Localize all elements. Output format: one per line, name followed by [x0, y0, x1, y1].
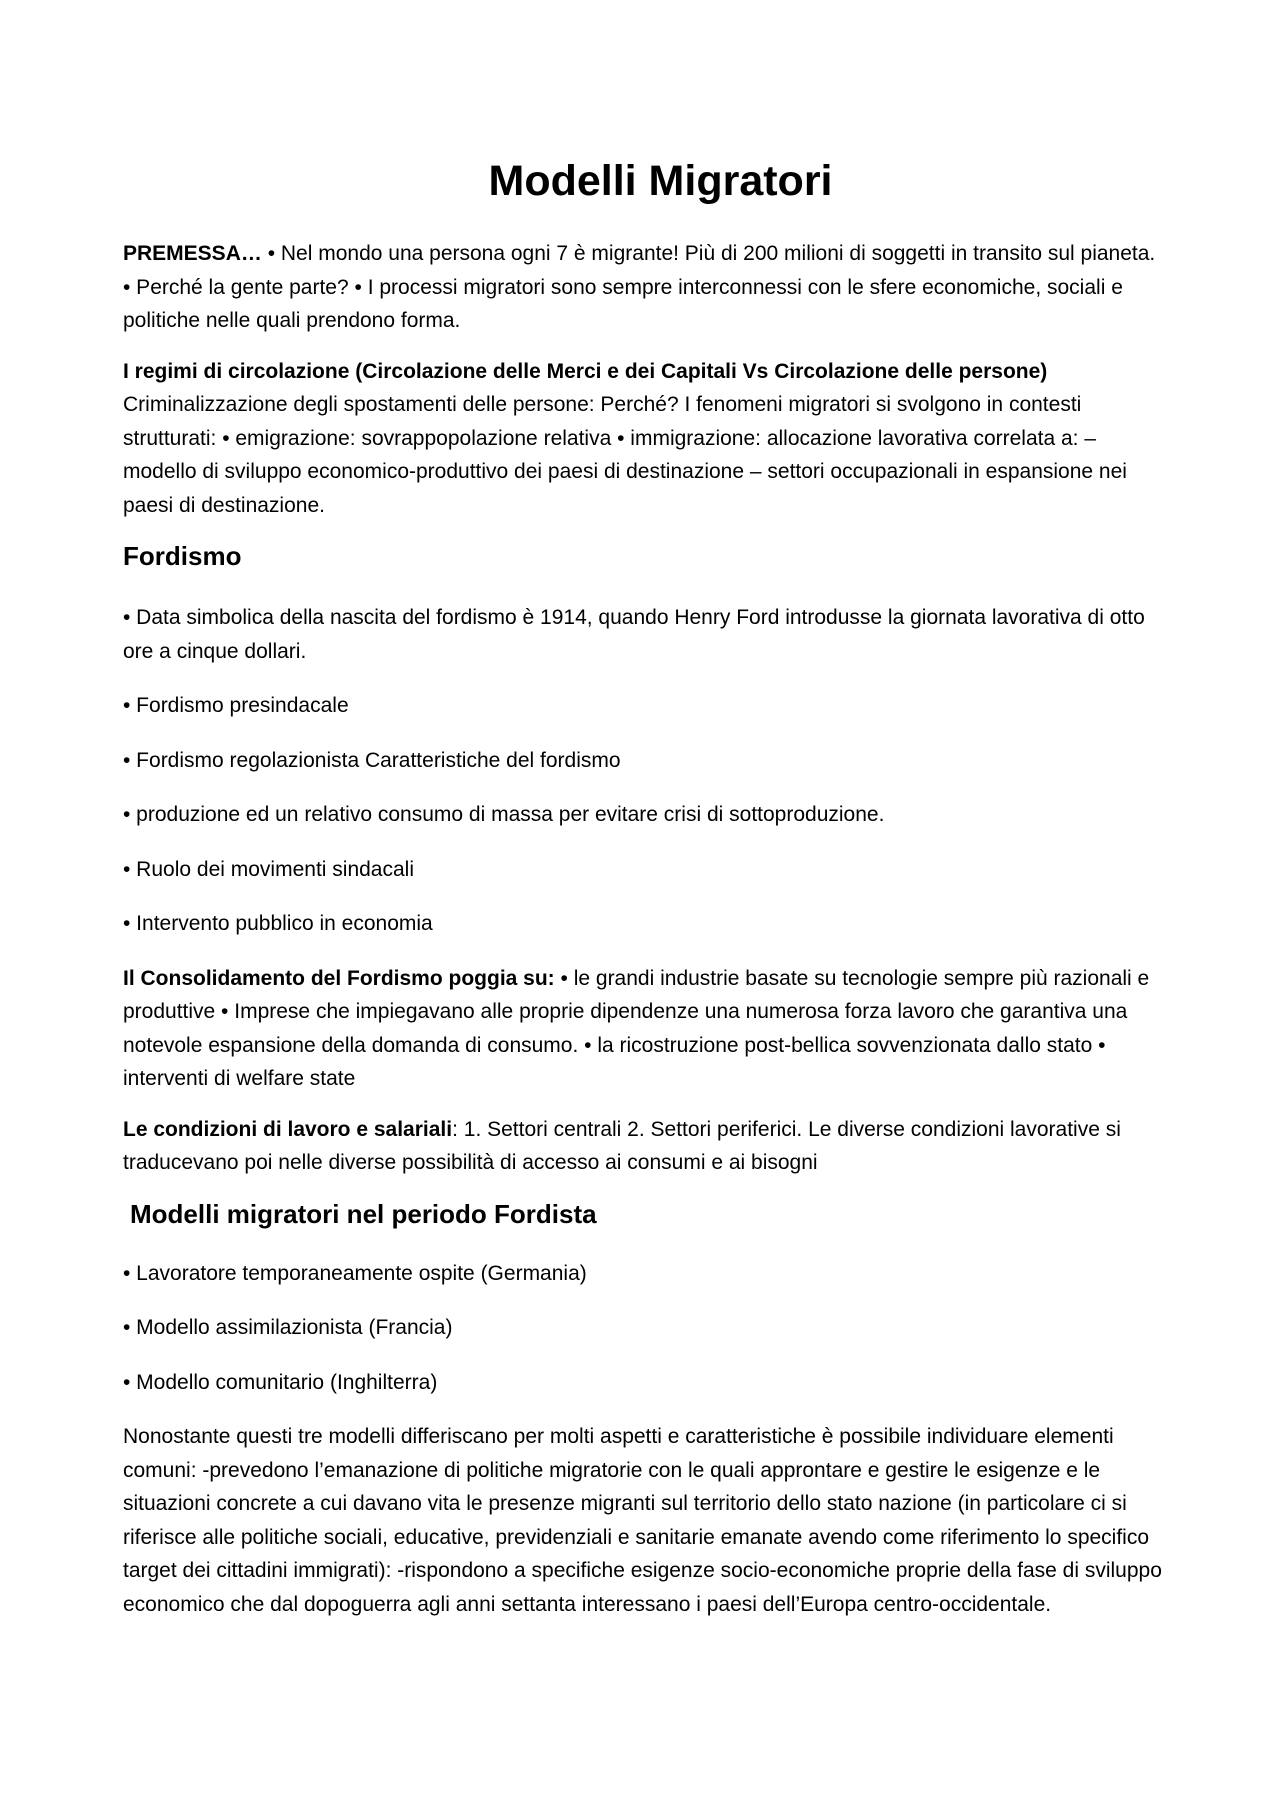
document-body	[123, 152, 1168, 1638]
fordismo-bullet: • Data simbolica della nascita del fordismo è 1914, quando Henry Ford introdusse la giornata lavorativa di otto ore a cinque dollari.	[123, 606, 1145, 663]
condizioni-text: : 1. Settori centrali 2. Settori periferici. Le diverse condizioni lavorative si traducevano poi nelle diverse possibilità di accesso ai consumi e ai bisogni	[123, 1117, 1121, 1174]
consolidamento-lead: Il Consolidamento del Fordismo poggia su:	[123, 966, 555, 990]
modelli-bullet: • Modello assimilazionista (Francia)	[123, 1316, 453, 1339]
fordismo-bullet: • Intervento pubblico in economia	[123, 912, 433, 935]
consolidamento-text: • le grandi industrie basate su tecnologie sempre più razionali e produttive • Imprese che impiegavano alle proprie dipendenze una numerosa forza lavoro che garantiva una notevole espansione della domanda di consumo. • la ricostruzione post-bellica sovvenzionata dallo stato • interventi di welfare state	[123, 966, 1150, 1090]
fordismo-bullet: • Fordismo regolazionista Caratteristiche del fordismo	[123, 748, 621, 772]
regimi-paragraph	[123, 355, 1168, 523]
regimi-lead: I regimi di circolazione (Circolazione delle Merci e dei Capitali Vs Circolazione delle persone)	[123, 359, 1048, 383]
fordismo-bullet: • Fordismo presindacale	[123, 694, 349, 717]
modelli-bullet: • Modello comunitario (Inghilterra)	[123, 1370, 438, 1394]
consolidamento-paragraph	[123, 962, 1168, 1096]
premessa-lead: PREMESSA…	[123, 242, 262, 265]
fordismo-bullet: • Ruolo dei movimenti sindacali	[123, 857, 414, 881]
condizioni-lead: Le condizioni di lavoro e salariali	[123, 1117, 453, 1141]
condizioni-paragraph	[123, 1113, 1168, 1180]
modelli-conclusion: Nonostante questi tre modelli differiscano per molti aspetti e caratteristiche è possibile individuare elementi comuni: -prevedono l’emanazione di politiche migratorie con le quali approntare e gestire le esigenze e le situazioni concrete a cui davano vita le presenze migranti sul territorio dello stato nazione (in particolare ci si riferisce alle politiche sociali, educative, previdenziali e sanitarie emanate avendo come riferimento lo specifico target dei cittadini immigrati): -rispondono a specifiche esigenze socio-economiche proprie della fase di sviluppo economico che dal dopoguerra agli anni settanta interessano i paesi dell’Europa centro-occidentale.	[123, 1425, 1162, 1616]
fordismo-bullet: • produzione ed un relativo consumo di massa per evitare crisi di sottoproduzione.	[123, 803, 885, 826]
modelli-bullet: • Lavoratore temporaneamente ospite (Germania)	[123, 1261, 587, 1285]
fordismo-heading: Fordismo	[123, 541, 242, 571]
premessa-text: • Nel mondo una persona ogni 7 è migrante! Più di 200 milioni di soggetti in transito sul pianeta. • Perché la gente parte? • I processi migratori sono sempre interconnessi con le sfere economiche, sociali e politiche nelle quali prendono forma.	[123, 242, 1156, 332]
regimi-text: Criminalizzazione degli spostamenti delle persone: Perché? I fenomeni migratori si svolgono in contesti strutturati: • emigrazione: sovrappopolazione relativa • immigrazione: allocazione lavorativa correlata a: – modello di sviluppo economico-produttivo dei paesi di destinazione – settori occupazionali in espansione nei paesi di destinazione.	[123, 393, 1127, 517]
page-title: Modelli Migratori	[488, 157, 833, 205]
premessa-paragraph	[123, 237, 1168, 338]
modelli-heading: Modelli migratori nel periodo Fordista	[130, 1198, 597, 1229]
